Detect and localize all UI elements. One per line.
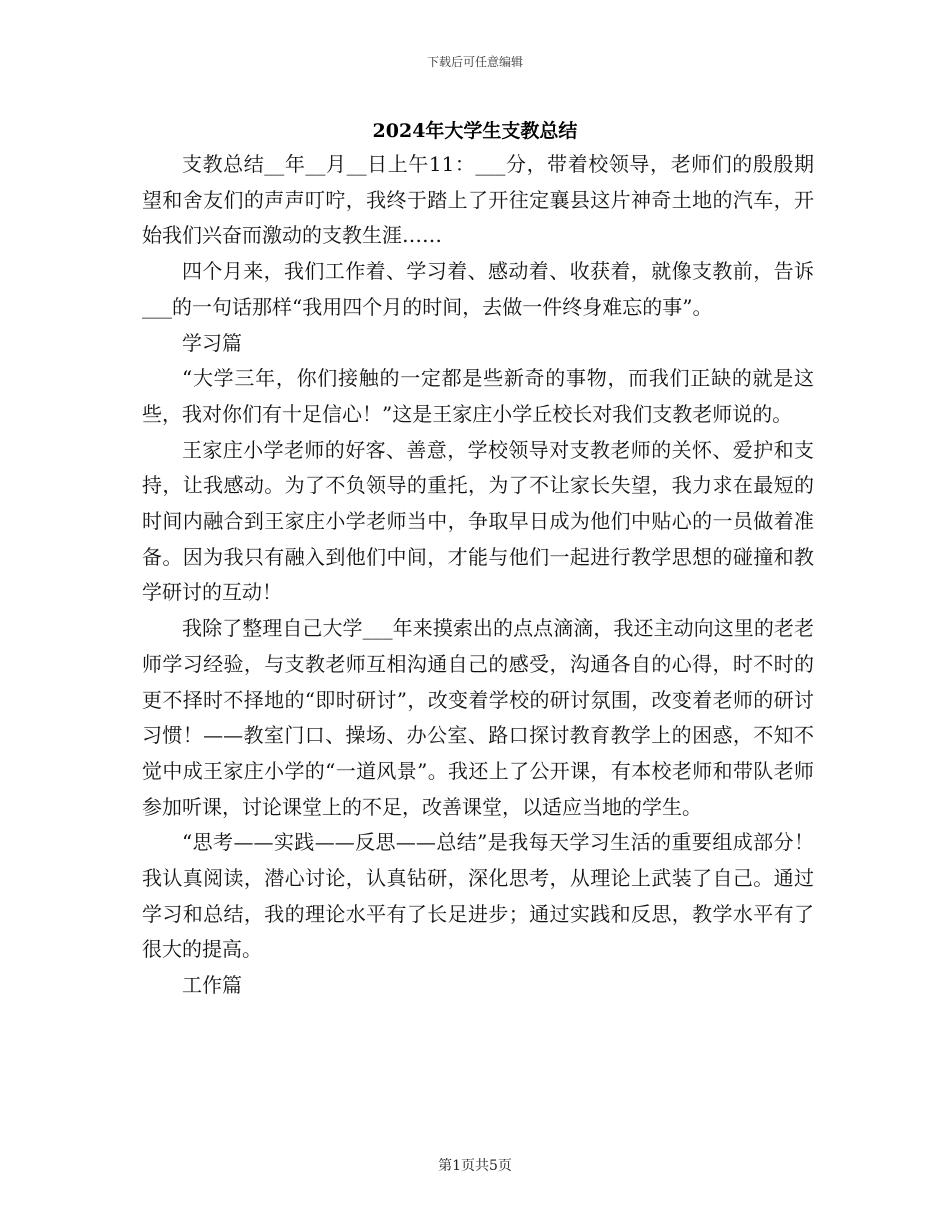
paragraph: 支教总结__年__月__日上午11：___分，带着校领导，老师们的殷殷期望和舍友们的声声叮咛，我终于踏上了开往定襄县这片神奇土地的汽车，开始我们兴奋而激动的支教生涯…… xyxy=(142,152,814,248)
paragraph: 王家庄小学老师的好客、善意，学校领导对支教老师的关怀、爱护和支持，让我感动。为了不负领导的重托，为了不让家长失望，我力求在最短的时间内融合到王家庄小学老师当中，争取早日成为他们中贴心的一员做着准备。因为我只有融入到他们中间，才能与他们一起进行教学思想的碰撞和教学研讨的互动！ xyxy=(142,437,814,605)
paragraph: 四个月来，我们工作着、学习着、感动着、收获着，就像支教前，告诉___的一句话那样“我用四个月的时间，去做一件终身难忘的事”。 xyxy=(142,259,814,319)
page-header-note: 下载后可任意编辑 xyxy=(426,55,523,69)
paragraph: 我除了整理自己大学___年来摸索出的点点滴滴，我还主动向这里的老老师学习经验，与支教老师互相沟通自己的感受，沟通各自的心得，时不时的更不择时不择地的“即时研讨”，改变着学校的研讨氛围，改变着老师的研讨习惯！——教室门口、操场、办公室、路口探讨教育教学上的困惑，不知不觉中成王家庄小学的“一道风景”。我还上了公开课，有本校老师和带队老师参加听课，讨论课堂上的不足，改善课堂，以适应当地的学生。 xyxy=(142,616,814,819)
document-body xyxy=(142,147,814,1004)
section-heading-work: 工作篇 xyxy=(182,973,242,998)
paragraph: “思考——实践——反思——总结”是我每天学习生活的重要组成部分！我认真阅读，潜心讨论，认真钻研，深化思考，从理论上武装了自己。通过学习和总结，我的理论水平有了长足进步；通过实践和反思，教学水平有了很大的提高。 xyxy=(142,830,814,962)
document-title: 2024年大学生支教总结 xyxy=(372,120,578,142)
paragraph: “大学三年，你们接触的一定都是些新奇的事物，而我们正缺的就是这些，我对你们有十足信心！”这是王家庄小学丘校长对我们支教老师说的。 xyxy=(142,366,814,426)
page-number: 第1页共5页 xyxy=(438,1158,512,1174)
section-heading-study: 学习篇 xyxy=(182,330,242,355)
